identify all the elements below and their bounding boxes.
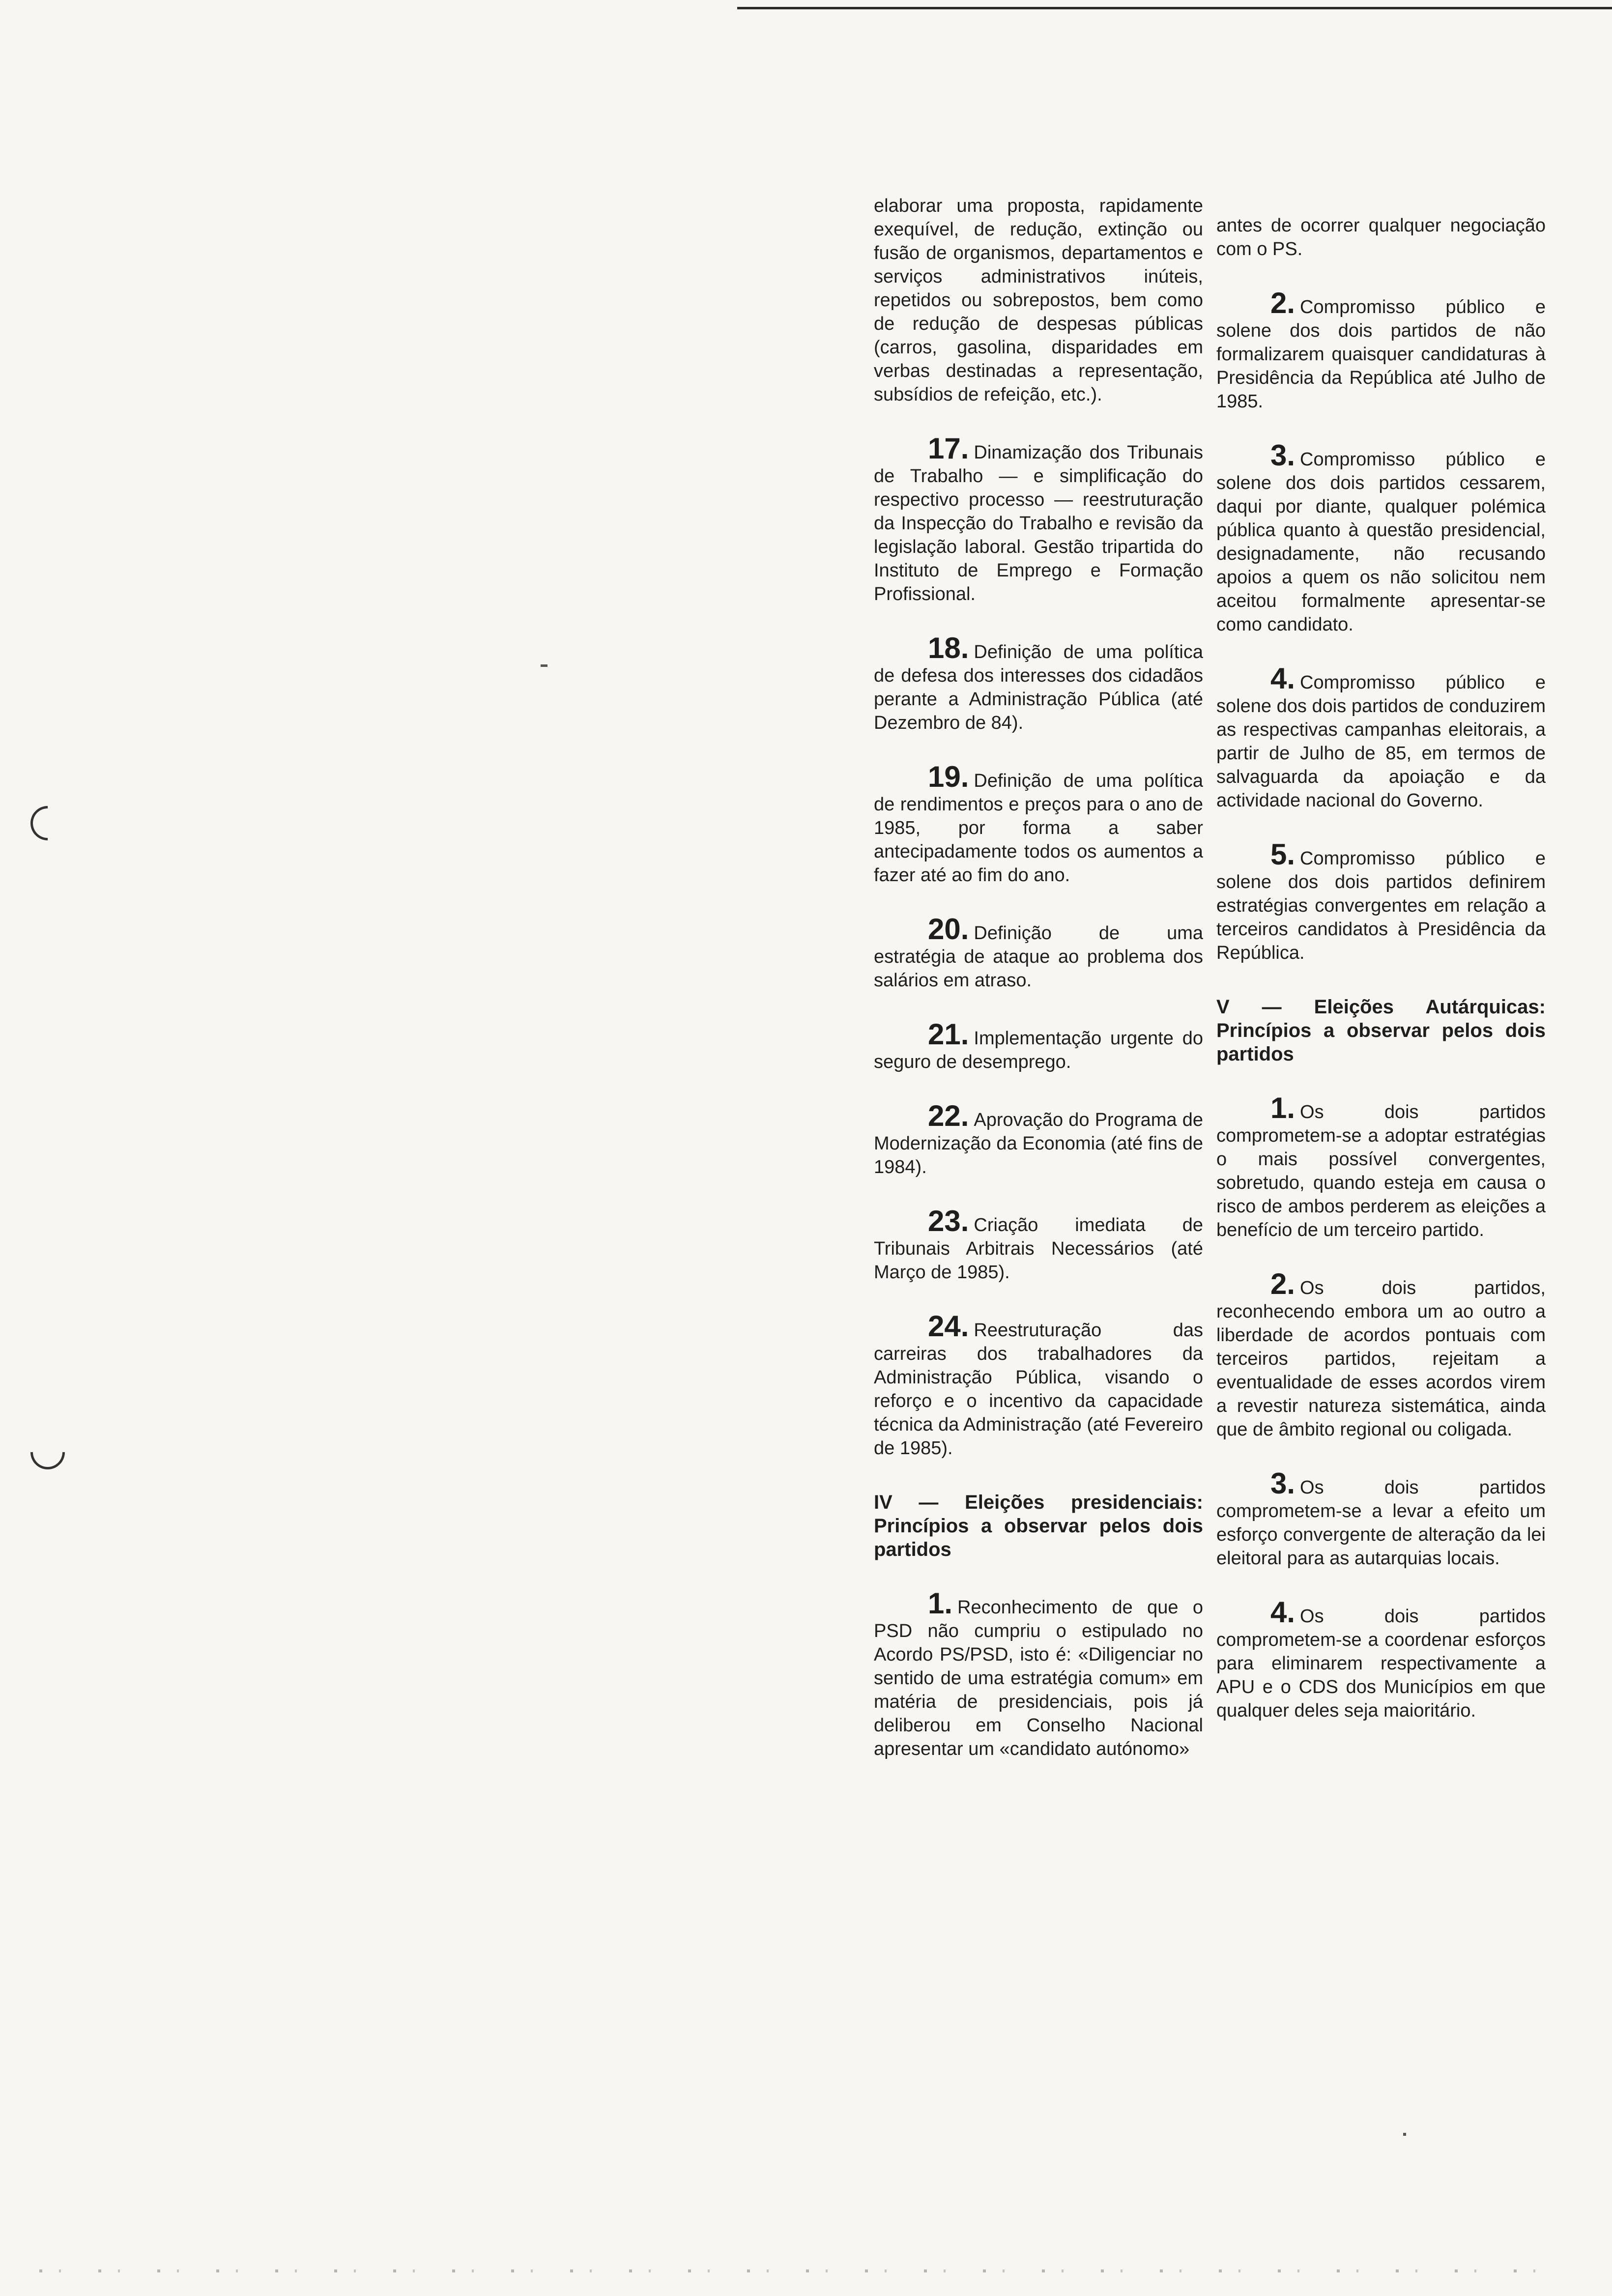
scan-speck [541,664,547,667]
item-text: Os dois partidos comprometem-se a coordenar esforços para eliminarem respectivamente a APU e o CDS dos Municípios em que qualquer deles seja maioritário. [1216,1606,1546,1721]
item-number: 1. [928,1587,953,1620]
item-number: 2. [1270,1267,1295,1300]
item-number: 21. [928,1018,969,1051]
item-text: Reestruturação das carreiras dos trabalhadores da Administração Pública, visando o reforço e o incentivo da capacidade técnica da Administração (até Fevereiro de 1985). [874,1320,1203,1459]
item-text: Definição de uma política de defesa dos interesses dos cidadãos perante a Administração Pública (até Dezembro de 84). [874,642,1203,733]
item-number: 23. [928,1205,969,1237]
list-item [1216,439,1546,636]
item-number: 20. [928,913,969,946]
section-v-heading: V — Eleições Autárquicas: Princípios a observar pelos dois partidos [1216,996,1546,1065]
list-item [1216,1267,1546,1441]
item-text: Definição de uma estratégia de ataque ao problema dos salários em atraso. [874,923,1203,991]
list-item [1216,1091,1546,1242]
item-text: Os dois partidos comprometem-se a levar a efeito um esforço convergente de alteração da lei eleitoral para as autarquias locais. [1216,1477,1546,1569]
right-intro-paragraph: antes de ocorrer qualquer negociação com o PS. [1216,215,1546,259]
binding-hole-mark [24,799,72,848]
item-number: 4. [1270,662,1295,695]
top-rule [737,7,1612,9]
scan-noise [39,2269,1563,2272]
list-item [874,760,1203,887]
list-item [874,1018,1203,1074]
left-intro-paragraph: elaborar uma proposta, rapidamente exequível, de redução, extinção ou fusão de organismos, departamentos e serviços administrativos inúteis, repetidos ou sobrepostos, bem como de redução de despesas públicas (carros, gasolina, disparidades em verbas destinadas a representação, subsídios de refeição, etc.). [874,196,1203,405]
item-text: Definição de uma política de rendimentos e preços para o ano de 1985, por forma a saber antecipadamente todos os aumentos a fazer até ao fim do ano. [874,771,1203,886]
binding-hole-mark [24,1428,72,1477]
left-column [874,194,1203,1791]
item-text: Compromisso público e solene dos dois partidos de não formalizarem quaisquer candidaturas à Presidência da República até Julho de 1985. [1216,297,1546,412]
item-number: 19. [928,760,969,793]
list-item [1216,838,1546,965]
scan-speck [1403,2133,1406,2136]
item-text: Os dois partidos, reconhecendo embora um ao outro a liberdade de acordos pontuais com terceiros partidos, rejeitam a eventualidade de esses acordos virem a revestir natureza sistemática, ainda que de âmbito regional ou coligada. [1216,1278,1546,1440]
list-item [874,631,1203,735]
item-text: Compromisso público e solene dos dois partidos cessarem, daqui por diante, qualquer polémica pública quanto à questão presidencial, designadamente, não recusando apoios a quem os não solicitou nem aceitou formalmente apresentar-se como candidato. [1216,449,1546,635]
list-item [874,1310,1203,1460]
list-item [1216,662,1546,812]
list-item [1216,287,1546,413]
item-number: 18. [928,631,969,664]
item-text: Criação imediata de Tribunais Arbitrais Necessários (até Março de 1985). [874,1215,1203,1283]
list-item [874,1587,1203,1761]
item-number: 4. [1270,1596,1295,1629]
section-iv-heading: IV — Eleições presidenciais: Princípios a observar pelos dois partidos [874,1492,1203,1560]
right-column [1216,214,1546,1753]
list-item [1216,1467,1546,1570]
list-item [874,1099,1203,1179]
item-text: Os dois partidos comprometem-se a adoptar estratégias o mais possível convergentes, sobretudo, quando esteja em causa o risco de ambos perderem as eleições a benefício de um terceiro partido. [1216,1102,1546,1240]
item-text: Compromisso público e solene dos dois partidos definirem estratégias convergentes em relação a terceiros candidatos à Presidência da República. [1216,848,1546,963]
item-number: 3. [1270,439,1295,472]
item-text: Dinamização dos Tribunais de Trabalho — e simplificação do respectivo processo — reestruturação da Inspecção do Trabalho e revisão da legislação laboral. Gestão tripartida do Instituto de Emprego e Formação Profissional. [874,442,1203,604]
item-number: 24. [928,1310,969,1343]
list-item [874,913,1203,992]
list-item [1216,1596,1546,1722]
item-text: Aprovação do Programa de Modernização da Economia (até fins de 1984). [874,1110,1203,1177]
list-item [874,1205,1203,1284]
item-text: Implementação urgente do seguro de desemprego. [874,1028,1203,1072]
item-number: 5. [1270,838,1295,871]
list-item [874,432,1203,606]
item-number: 1. [1270,1091,1295,1124]
item-text: Compromisso público e solene dos dois partidos de conduzirem as respectivas campanhas eleitorais, a partir de Julho de 85, em termos de salvaguarda da apoiação e da actividade nacional do Governo. [1216,672,1546,811]
item-number: 17. [928,432,969,465]
item-number: 3. [1270,1467,1295,1500]
item-number: 22. [928,1099,969,1132]
item-number: 2. [1270,287,1295,319]
item-text: Reconhecimento de que o PSD não cumpriu o estipulado no Acordo PS/PSD, isto é: «Diligenciar no sentido de uma estratégia comum» em matéria de presidenciais, pois já deliberou em Conselho Nacional apresentar um «candidato autónomo» [874,1597,1203,1759]
